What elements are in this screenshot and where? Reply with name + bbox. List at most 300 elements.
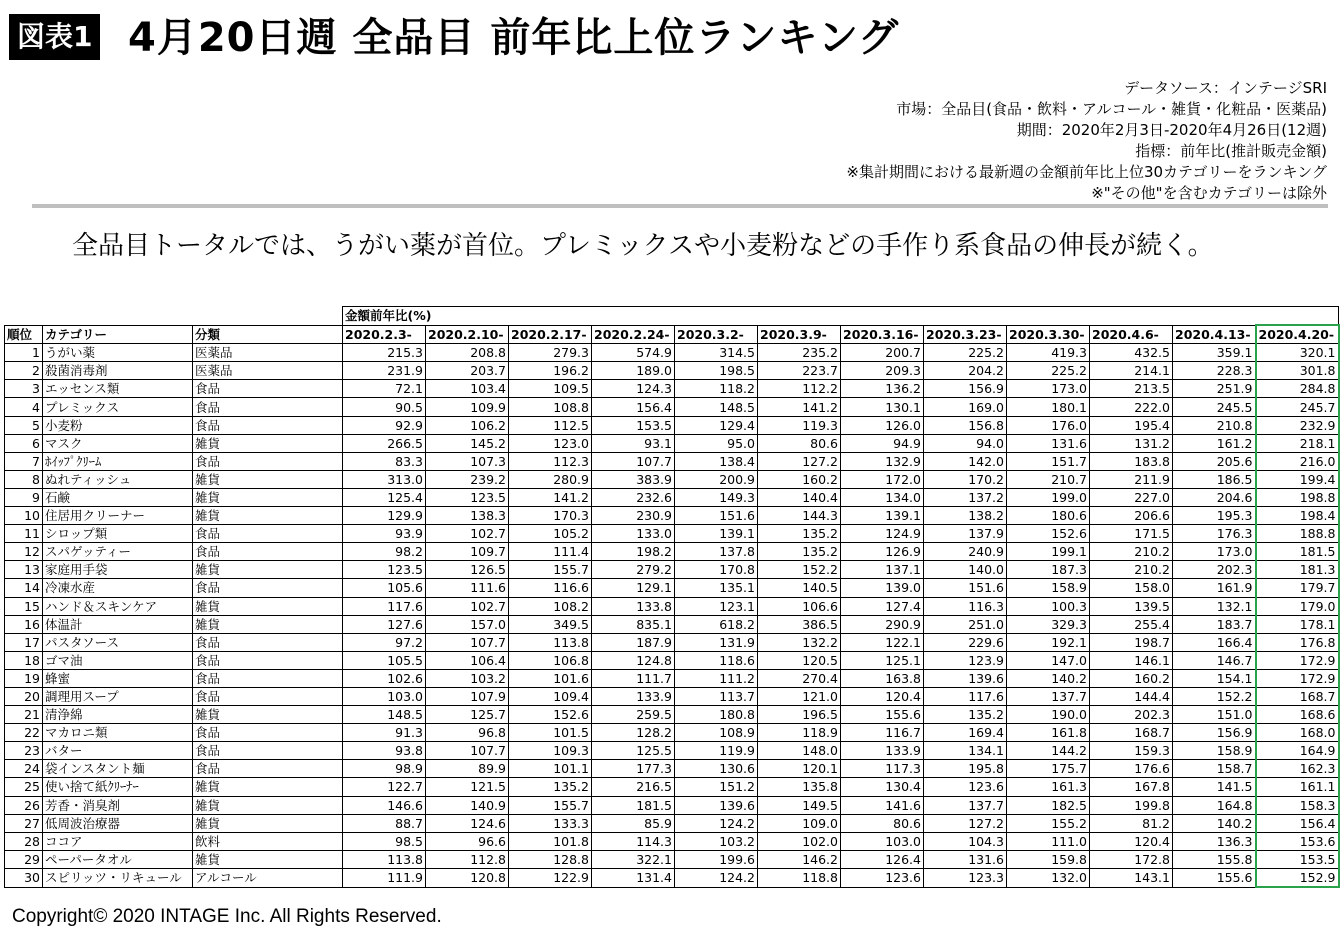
value-cell: 124.6 (426, 814, 509, 832)
value-cell: 157.0 (426, 615, 509, 633)
category-cell: ﾎｲｯﾌﾟｸﾘｰﾑ (43, 452, 193, 470)
value-cell: 126.5 (426, 561, 509, 579)
category-cell: 使い捨て紙ｸﾘｰﾅｰ (43, 778, 193, 796)
value-cell: 102.7 (426, 597, 509, 615)
value-cell: 432.5 (1090, 344, 1173, 362)
value-cell: 155.2 (1007, 814, 1090, 832)
value-cell: 209.3 (841, 362, 924, 380)
value-cell: 120.4 (841, 687, 924, 705)
value-cell: 107.7 (426, 633, 509, 651)
value-cell: 113.7 (675, 687, 758, 705)
value-cell: 235.2 (758, 344, 841, 362)
value-cell: 251.9 (1173, 380, 1256, 398)
value-cell: 90.5 (343, 398, 426, 416)
value-cell: 117.3 (841, 760, 924, 778)
value-cell: 103.4 (426, 380, 509, 398)
value-cell: 187.3 (1007, 561, 1090, 579)
value-cell: 98.9 (343, 760, 426, 778)
value-cell: 213.5 (1090, 380, 1173, 398)
value-cell: 156.9 (1173, 724, 1256, 742)
value-cell: 83.3 (343, 452, 426, 470)
value-cell: 137.2 (924, 488, 1007, 506)
value-cell: 94.9 (841, 434, 924, 452)
rank-cell: 19 (5, 669, 43, 687)
rank-cell: 22 (5, 724, 43, 742)
table-row (5, 579, 1339, 597)
value-cell: 239.2 (426, 470, 509, 488)
value-cell: 101.5 (509, 724, 592, 742)
rank-cell: 28 (5, 832, 43, 850)
value-cell: 140.0 (924, 561, 1007, 579)
value-cell: 100.3 (1007, 597, 1090, 615)
value-cell: 148.0 (758, 742, 841, 760)
value-cell: 290.9 (841, 615, 924, 633)
value-cell: 111.7 (592, 669, 675, 687)
value-cell: 137.9 (924, 525, 1007, 543)
value-cell: 136.3 (1173, 832, 1256, 850)
value-cell: 129.1 (592, 579, 675, 597)
subtitle: 全品目トータルでは、うがい薬が首位。プレミックスや小麦粉などの手作り系食品の伸長が続く。 (72, 231, 1214, 261)
value-cell: 156.8 (924, 416, 1007, 434)
value-cell: 111.6 (426, 579, 509, 597)
category-cell: 石鹸 (43, 488, 193, 506)
type-cell: 食品 (193, 742, 343, 760)
period-header: 2020.2.24- (592, 325, 675, 344)
value-cell: 187.9 (592, 633, 675, 651)
value-cell: 196.5 (758, 706, 841, 724)
value-cell: 113.8 (343, 850, 426, 868)
value-cell: 137.8 (675, 543, 758, 561)
value-cell: 190.0 (1007, 706, 1090, 724)
value-cell: 133.8 (592, 597, 675, 615)
value-cell: 181.5 (592, 796, 675, 814)
category-cell: ゴマ油 (43, 651, 193, 669)
value-cell: 128.2 (592, 724, 675, 742)
type-cell: 食品 (193, 633, 343, 651)
value-cell: 131.9 (675, 633, 758, 651)
value-cell: 139.0 (841, 579, 924, 597)
value-cell: 156.4 (1256, 814, 1339, 832)
value-cell: 123.0 (509, 434, 592, 452)
rank-cell: 18 (5, 651, 43, 669)
period-header: 2020.2.17- (509, 325, 592, 344)
value-cell: 229.6 (924, 633, 1007, 651)
value-cell: 359.1 (1173, 344, 1256, 362)
table-row (5, 760, 1339, 778)
value-cell: 129.4 (675, 416, 758, 434)
value-cell: 132.2 (758, 633, 841, 651)
rank-cell: 3 (5, 380, 43, 398)
category-cell: スピリッツ・リキュール (43, 868, 193, 887)
category-cell: マカロニ類 (43, 724, 193, 742)
value-cell: 161.8 (1007, 724, 1090, 742)
value-cell: 170.8 (675, 561, 758, 579)
value-cell: 195.3 (1173, 507, 1256, 525)
value-cell: 349.5 (509, 615, 592, 633)
value-cell: 618.2 (675, 615, 758, 633)
value-cell: 123.9 (924, 651, 1007, 669)
value-cell: 210.7 (1007, 470, 1090, 488)
rank-cell: 20 (5, 687, 43, 705)
value-cell: 133.9 (841, 742, 924, 760)
rank-cell: 15 (5, 597, 43, 615)
value-cell: 139.6 (924, 669, 1007, 687)
value-cell: 118.9 (758, 724, 841, 742)
value-cell: 122.1 (841, 633, 924, 651)
value-cell: 93.1 (592, 434, 675, 452)
table-row (5, 706, 1339, 724)
value-cell: 134.0 (841, 488, 924, 506)
table-row (5, 687, 1339, 705)
value-cell: 103.0 (841, 832, 924, 850)
type-cell: 食品 (193, 579, 343, 597)
value-cell: 176.8 (1256, 633, 1339, 651)
value-cell: 204.2 (924, 362, 1007, 380)
group-header-row (5, 307, 1339, 326)
type-cell: 食品 (193, 687, 343, 705)
rank-cell: 10 (5, 507, 43, 525)
table-row (5, 832, 1339, 850)
value-cell: 199.8 (1090, 796, 1173, 814)
category-cell: スパゲッティー (43, 543, 193, 561)
value-cell: 180.8 (675, 706, 758, 724)
value-cell: 121.0 (758, 687, 841, 705)
table-row (5, 452, 1339, 470)
value-cell: 198.5 (675, 362, 758, 380)
value-cell: 166.4 (1173, 633, 1256, 651)
value-cell: 168.6 (1256, 706, 1339, 724)
value-cell: 153.5 (592, 416, 675, 434)
value-cell: 116.3 (924, 597, 1007, 615)
value-cell: 106.8 (509, 651, 592, 669)
value-cell: 301.8 (1256, 362, 1339, 380)
column-header-row (5, 325, 1339, 344)
type-cell: 雑貨 (193, 470, 343, 488)
value-cell: 124.3 (592, 380, 675, 398)
table-row (5, 380, 1339, 398)
source-note-metric: 指標：前年比(推計販売金額) (1135, 142, 1327, 160)
table-row (5, 597, 1339, 615)
value-cell: 124.2 (675, 868, 758, 887)
value-cell: 225.2 (924, 344, 1007, 362)
value-cell: 109.0 (758, 814, 841, 832)
value-cell: 168.7 (1090, 724, 1173, 742)
value-cell: 172.9 (1256, 651, 1339, 669)
value-cell: 101.8 (509, 832, 592, 850)
value-cell: 216.0 (1256, 452, 1339, 470)
value-cell: 118.2 (675, 380, 758, 398)
value-cell: 106.6 (758, 597, 841, 615)
value-cell: 109.9 (426, 398, 509, 416)
value-cell: 216.5 (592, 778, 675, 796)
value-cell: 102.7 (426, 525, 509, 543)
value-cell: 120.4 (1090, 832, 1173, 850)
value-cell: 141.2 (509, 488, 592, 506)
rank-cell: 25 (5, 778, 43, 796)
value-cell: 169.4 (924, 724, 1007, 742)
period-header: 2020.3.16- (841, 325, 924, 344)
value-cell: 146.7 (1173, 651, 1256, 669)
value-cell: 151.6 (924, 579, 1007, 597)
rank-cell: 26 (5, 796, 43, 814)
type-cell: 雑貨 (193, 850, 343, 868)
value-cell: 118.8 (758, 868, 841, 887)
value-cell: 112.2 (758, 380, 841, 398)
type-cell: 食品 (193, 398, 343, 416)
value-cell: 158.9 (1173, 742, 1256, 760)
rank-cell: 12 (5, 543, 43, 561)
rank-cell: 4 (5, 398, 43, 416)
value-cell: 155.7 (509, 561, 592, 579)
rank-cell: 16 (5, 615, 43, 633)
value-cell: 279.3 (509, 344, 592, 362)
value-cell: 383.9 (592, 470, 675, 488)
value-cell: 135.2 (758, 543, 841, 561)
value-cell: 112.5 (509, 416, 592, 434)
value-cell: 284.8 (1256, 380, 1339, 398)
value-cell: 155.8 (1173, 850, 1256, 868)
value-cell: 162.3 (1256, 760, 1339, 778)
value-cell: 196.2 (509, 362, 592, 380)
value-cell: 144.3 (758, 507, 841, 525)
period-header: 2020.3.30- (1007, 325, 1090, 344)
value-cell: 158.3 (1256, 796, 1339, 814)
value-cell: 159.8 (1007, 850, 1090, 868)
value-cell: 181.3 (1256, 561, 1339, 579)
value-cell: 146.1 (1090, 651, 1173, 669)
value-cell: 173.0 (1173, 543, 1256, 561)
table-row (5, 742, 1339, 760)
value-cell: 172.9 (1256, 669, 1339, 687)
value-cell: 140.2 (1173, 814, 1256, 832)
rank-cell: 21 (5, 706, 43, 724)
value-cell: 117.6 (924, 687, 1007, 705)
value-cell: 180.1 (1007, 398, 1090, 416)
value-cell: 210.2 (1090, 543, 1173, 561)
value-cell: 322.1 (592, 850, 675, 868)
value-cell: 122.9 (509, 868, 592, 887)
value-cell: 172.0 (841, 470, 924, 488)
value-cell: 126.0 (841, 416, 924, 434)
period-header: 2020.3.9- (758, 325, 841, 344)
value-cell: 158.7 (1173, 760, 1256, 778)
table-row (5, 416, 1339, 434)
type-header: 分類 (193, 325, 343, 344)
category-cell: 殺菌消毒剤 (43, 362, 193, 380)
value-cell: 72.1 (343, 380, 426, 398)
category-cell: 住居用クリーナー (43, 507, 193, 525)
value-cell: 176.0 (1007, 416, 1090, 434)
value-cell: 160.2 (1090, 669, 1173, 687)
type-cell: 雑貨 (193, 778, 343, 796)
value-cell: 135.2 (924, 706, 1007, 724)
value-cell: 127.6 (343, 615, 426, 633)
type-cell: 雑貨 (193, 597, 343, 615)
rank-cell: 11 (5, 525, 43, 543)
value-cell: 107.3 (426, 452, 509, 470)
value-cell: 149.3 (675, 488, 758, 506)
value-cell: 134.1 (924, 742, 1007, 760)
value-cell: 139.6 (675, 796, 758, 814)
type-cell: 食品 (193, 669, 343, 687)
value-cell: 120.8 (426, 868, 509, 887)
value-cell: 149.5 (758, 796, 841, 814)
table-row (5, 561, 1339, 579)
value-cell: 159.3 (1090, 742, 1173, 760)
value-cell: 132.0 (1007, 868, 1090, 887)
value-cell: 112.8 (426, 850, 509, 868)
value-cell: 125.4 (343, 488, 426, 506)
value-cell: 223.7 (758, 362, 841, 380)
value-cell: 136.2 (841, 380, 924, 398)
value-cell: 140.9 (426, 796, 509, 814)
value-cell: 167.8 (1090, 778, 1173, 796)
value-cell: 135.2 (758, 525, 841, 543)
value-cell: 137.7 (924, 796, 1007, 814)
value-cell: 161.1 (1256, 778, 1339, 796)
value-cell: 114.3 (592, 832, 675, 850)
type-cell: 雑貨 (193, 561, 343, 579)
category-cell: 調理用スープ (43, 687, 193, 705)
type-cell: 医薬品 (193, 344, 343, 362)
value-cell: 116.6 (509, 579, 592, 597)
value-cell: 109.5 (509, 380, 592, 398)
value-cell: 85.9 (592, 814, 675, 832)
value-cell: 203.7 (426, 362, 509, 380)
value-cell: 151.0 (1173, 706, 1256, 724)
category-cell: 冷凍水産 (43, 579, 193, 597)
value-cell: 135.1 (675, 579, 758, 597)
value-cell: 156.9 (924, 380, 1007, 398)
value-cell: 215.3 (343, 344, 426, 362)
value-cell: 105.6 (343, 579, 426, 597)
rank-cell: 5 (5, 416, 43, 434)
value-cell: 574.9 (592, 344, 675, 362)
value-cell: 329.3 (1007, 615, 1090, 633)
category-cell: 体温計 (43, 615, 193, 633)
value-cell: 164.9 (1256, 742, 1339, 760)
value-cell: 95.0 (675, 434, 758, 452)
value-cell: 93.9 (343, 525, 426, 543)
value-cell: 124.8 (592, 651, 675, 669)
value-cell: 119.3 (758, 416, 841, 434)
value-cell: 168.0 (1256, 724, 1339, 742)
value-cell: 144.4 (1090, 687, 1173, 705)
value-cell: 101.1 (509, 760, 592, 778)
source-note-period: 期間：2020年2月3日-2020年4月26日(12週) (1016, 121, 1327, 139)
value-cell: 104.3 (924, 832, 1007, 850)
value-cell: 225.2 (1007, 362, 1090, 380)
period-header: 2020.3.23- (924, 325, 1007, 344)
value-cell: 195.4 (1090, 416, 1173, 434)
category-cell: 低周波治療器 (43, 814, 193, 832)
value-cell: 227.0 (1090, 488, 1173, 506)
ranking-table (4, 306, 1340, 888)
table-row (5, 488, 1339, 506)
rank-cell: 23 (5, 742, 43, 760)
period-header: 2020.3.2- (675, 325, 758, 344)
rank-cell: 29 (5, 850, 43, 868)
value-cell: 123.6 (841, 868, 924, 887)
value-cell: 111.0 (1007, 832, 1090, 850)
value-cell: 163.8 (841, 669, 924, 687)
value-cell: 386.5 (758, 615, 841, 633)
value-cell: 200.9 (675, 470, 758, 488)
table-row (5, 814, 1339, 832)
value-cell: 81.2 (1090, 814, 1173, 832)
category-cell: 芳香・消臭剤 (43, 796, 193, 814)
value-cell: 101.6 (509, 669, 592, 687)
value-cell: 210.8 (1173, 416, 1256, 434)
figure-label: 図表1 (9, 14, 100, 60)
value-cell: 154.1 (1173, 669, 1256, 687)
value-cell: 161.9 (1173, 579, 1256, 597)
value-cell: 210.2 (1090, 561, 1173, 579)
value-cell: 131.6 (1007, 434, 1090, 452)
type-cell: 食品 (193, 452, 343, 470)
value-cell: 130.1 (841, 398, 924, 416)
value-cell: 232.9 (1256, 416, 1339, 434)
value-cell: 172.8 (1090, 850, 1173, 868)
value-cell: 168.7 (1256, 687, 1339, 705)
table-row (5, 434, 1339, 452)
value-cell: 142.0 (924, 452, 1007, 470)
value-cell: 131.2 (1090, 434, 1173, 452)
value-cell: 280.9 (509, 470, 592, 488)
type-cell: 飲料 (193, 832, 343, 850)
value-cell: 198.7 (1090, 633, 1173, 651)
value-cell: 183.8 (1090, 452, 1173, 470)
category-cell: 家庭用手袋 (43, 561, 193, 579)
value-cell: 133.0 (592, 525, 675, 543)
value-cell: 177.3 (592, 760, 675, 778)
value-cell: 170.2 (924, 470, 1007, 488)
value-cell: 129.9 (343, 507, 426, 525)
value-cell: 245.5 (1173, 398, 1256, 416)
rank-cell: 7 (5, 452, 43, 470)
value-cell: 98.5 (343, 832, 426, 850)
value-cell: 144.2 (1007, 742, 1090, 760)
value-cell: 192.1 (1007, 633, 1090, 651)
value-cell: 125.1 (841, 651, 924, 669)
value-cell: 122.7 (343, 778, 426, 796)
type-cell: 食品 (193, 724, 343, 742)
value-cell: 320.1 (1256, 344, 1339, 362)
value-cell: 132.9 (841, 452, 924, 470)
value-cell: 152.2 (1173, 687, 1256, 705)
value-cell: 173.0 (1007, 380, 1090, 398)
value-cell: 127.2 (758, 452, 841, 470)
value-cell: 171.5 (1090, 525, 1173, 543)
value-cell: 232.6 (592, 488, 675, 506)
category-cell: ハンド＆スキンケア (43, 597, 193, 615)
value-cell: 206.6 (1090, 507, 1173, 525)
value-cell: 89.9 (426, 760, 509, 778)
value-cell: 164.8 (1173, 796, 1256, 814)
value-cell: 105.5 (343, 651, 426, 669)
source-note-exclusion: ※"その他"を含むカテゴリーは除外 (1091, 184, 1327, 202)
value-cell: 176.3 (1173, 525, 1256, 543)
rank-cell: 6 (5, 434, 43, 452)
value-cell: 109.3 (509, 742, 592, 760)
value-cell: 98.2 (343, 543, 426, 561)
type-cell: 雑貨 (193, 434, 343, 452)
type-cell: 雑貨 (193, 507, 343, 525)
value-cell: 135.2 (509, 778, 592, 796)
value-cell: 195.8 (924, 760, 1007, 778)
value-cell: 92.9 (343, 416, 426, 434)
rank-cell: 24 (5, 760, 43, 778)
